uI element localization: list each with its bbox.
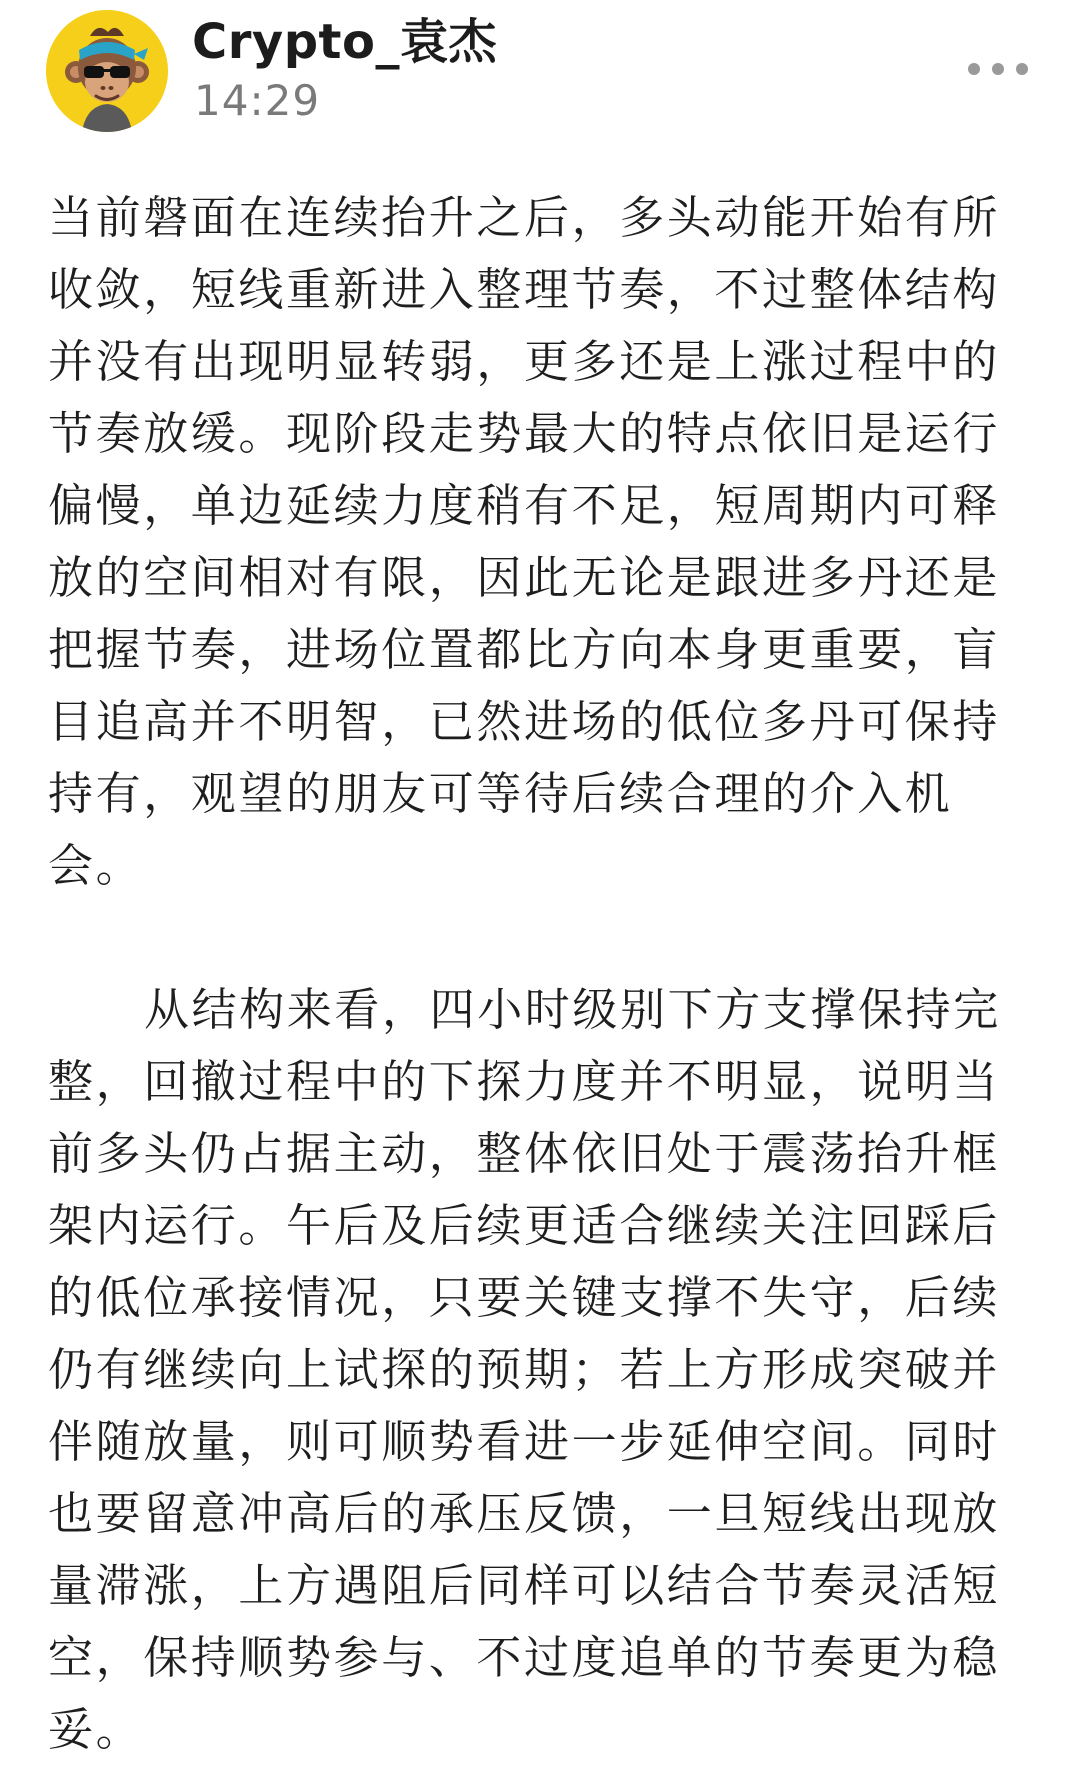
post-paragraph-2: 从结构来看，四小时级别下方支撑保持完整，回撤过程中的下探力度并不明显，说明当前多头仍占据主动，整体依旧处于震荡抬升框架内运行。午后及后续更适合继续关注回踩后的低位承接情况，只要关键支撑不失守，后续仍有继续向上试探的预期；若上方形成突破并伴随放量，则可顺势看进一步延伸空间。同时也要留意冲高后的承压反馈，一旦短线出现放量滞涨，上方遇阻后同样可以结合节奏灵活短空，保持顺势参与、不过度追单的节奏更为稳妥。	[48, 983, 1001, 1756]
post-paragraph-1: 当前磐面在连续抬升之后，多头动能开始有所收敛，短线重新进入整理节奏，不过整体结构并没有出现明显转弱，更多还是上涨过程中的节奏放缓。现阶段走势最大的特点依旧是运行偏慢，单边延续力度稍有不足，短周期内可释放的空间相对有限，因此无论是跟进多丹还是把握节奏，进场位置都比方向本身更重要，盲目追高并不明智，已然进场的低位多丹可保持持有，观望的朋友可等待后续合理的介入机会。	[48, 191, 1001, 892]
post-header	[0, 0, 1079, 140]
author-avatar[interactable]	[46, 10, 168, 132]
author-username[interactable]: Crypto_袁杰	[192, 14, 497, 70]
monkey-avatar-icon	[46, 10, 168, 132]
post-timestamp: 14:29	[194, 76, 321, 125]
more-dots-icon	[962, 50, 1034, 88]
post-content	[48, 182, 1008, 1766]
more-options-button[interactable]	[962, 50, 1034, 88]
paragraph-spacer	[48, 902, 1008, 974]
